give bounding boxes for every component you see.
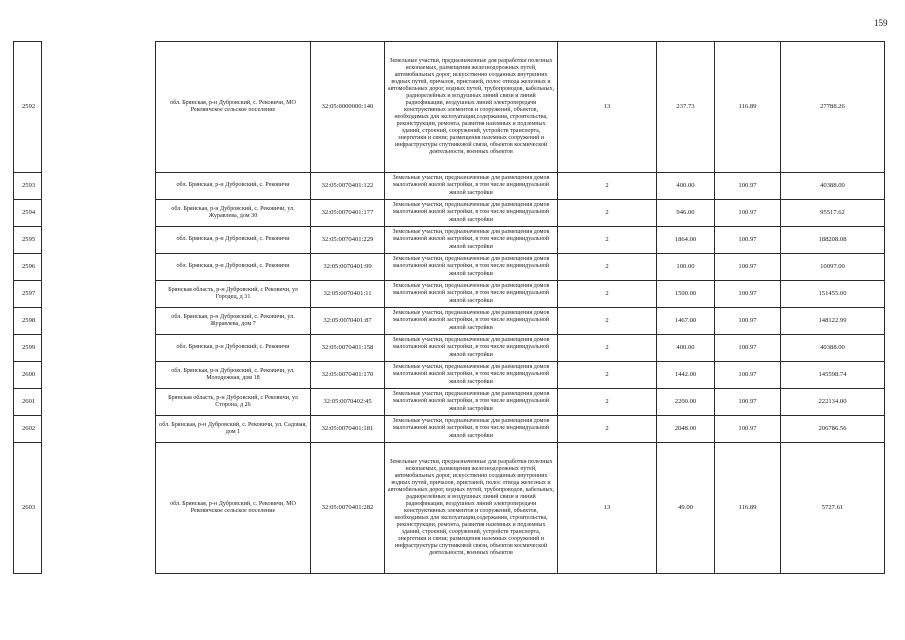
permitted-use-cell: Земельные участки, предназначенные для размещения домов малоэтажной жилой застройки, в том числе индивидуальной жилой застройки: [385, 335, 558, 362]
table-row: [14, 173, 885, 200]
address-cell: обл. Брянская, р-н Дубровский, с. Рековичи: [156, 173, 311, 200]
use-group-cell: 2: [558, 281, 657, 308]
cadastral-value-cell: 188208.08: [781, 227, 885, 254]
use-group-cell: 2: [558, 389, 657, 416]
row-number: 2594: [14, 200, 42, 227]
row-number: 2599: [14, 335, 42, 362]
row-spacer: [42, 362, 156, 389]
cadastral-value-cell: 10097.00: [781, 254, 885, 281]
area-cell: 400.00: [657, 335, 715, 362]
use-group-cell: 2: [558, 254, 657, 281]
row-number: 2596: [14, 254, 42, 281]
row-spacer: [42, 443, 156, 574]
specific-value-cell: 100.97: [715, 200, 781, 227]
use-group-cell: 2: [558, 335, 657, 362]
area-cell: 49.00: [657, 443, 715, 574]
cadastral-number-cell: 32:05:0070401:158: [311, 335, 385, 362]
use-group-cell: 2: [558, 227, 657, 254]
address-cell: обл. Брянская, р-н Дубровский, с. Рековичи, ул. Журавлева, дом 30: [156, 200, 311, 227]
specific-value-cell: 100.97: [715, 254, 781, 281]
specific-value-cell: 100.97: [715, 173, 781, 200]
area-cell: 1864.00: [657, 227, 715, 254]
row-spacer: [42, 227, 156, 254]
cadastral-number-cell: 32:05:0070401:87: [311, 308, 385, 335]
table-row: [14, 227, 885, 254]
cadastral-number-cell: 32:05:0070401:170: [311, 362, 385, 389]
specific-value-cell: 100.97: [715, 389, 781, 416]
address-cell: обл. Брянская, р-н Дубровский, с. Рековичи: [156, 254, 311, 281]
permitted-use-cell: Земельные участки, предназначенные для размещения домов малоэтажной жилой застройки, в том числе индивидуальной жилой застройки: [385, 200, 558, 227]
address-cell: Брянская область, р-н Дубровский, с Рековичи, ул Сторона, д 26: [156, 389, 311, 416]
permitted-use-cell: Земельные участки, предназначенные для размещения домов малоэтажной жилой застройки, в том числе индивидуальной жилой застройки: [385, 281, 558, 308]
cadastral-number-cell: 32:05:0070402:45: [311, 389, 385, 416]
cadastral-number-cell: 32:05:0000000:140: [311, 42, 385, 173]
address-cell: обл. Брянская, р-н Дубровский, с. Рековичи, ул. Журавлева, дом 7: [156, 308, 311, 335]
use-group-cell: 2: [558, 200, 657, 227]
row-spacer: [42, 42, 156, 173]
permitted-use-cell: Земельные участки, предназначенные для размещения домов малоэтажной жилой застройки, в том числе индивидуальной жилой застройки: [385, 362, 558, 389]
address-cell: обл. Брянская, р-н Дубровский, с. Рековичи: [156, 335, 311, 362]
specific-value-cell: 100.97: [715, 362, 781, 389]
cadastral-number-cell: 32:05:0070401:11: [311, 281, 385, 308]
cadastral-value-cell: 222134.00: [781, 389, 885, 416]
area-cell: 946.00: [657, 200, 715, 227]
cadastral-value-cell: 206786.56: [781, 416, 885, 443]
row-number: 2593: [14, 173, 42, 200]
cadastral-number-cell: 32:05:0070401:122: [311, 173, 385, 200]
table-row: [14, 281, 885, 308]
table-row: [14, 308, 885, 335]
cadastral-number-cell: 32:05:0070401:177: [311, 200, 385, 227]
cadastral-number-cell: 32:05:0070401:282: [311, 443, 385, 574]
table-row: [14, 443, 885, 574]
address-cell: Брянская область, р-н Дубровский, с Рековичи, ул Городец, д 31: [156, 281, 311, 308]
row-spacer: [42, 335, 156, 362]
area-cell: 2048.00: [657, 416, 715, 443]
row-spacer: [42, 173, 156, 200]
table-row: [14, 42, 885, 173]
row-spacer: [42, 416, 156, 443]
area-cell: 1467.00: [657, 308, 715, 335]
use-group-cell: 2: [558, 173, 657, 200]
use-group-cell: 13: [558, 42, 657, 173]
table-row: [14, 389, 885, 416]
area-cell: 1442.00: [657, 362, 715, 389]
row-number: 2601: [14, 389, 42, 416]
area-cell: 2200.00: [657, 389, 715, 416]
row-number: 2597: [14, 281, 42, 308]
row-spacer: [42, 200, 156, 227]
use-group-cell: 2: [558, 362, 657, 389]
use-group-cell: 13: [558, 443, 657, 574]
permitted-use-cell: Земельные участки, предназначенные для размещения домов малоэтажной жилой застройки, в том числе индивидуальной жилой застройки: [385, 416, 558, 443]
row-number: 2600: [14, 362, 42, 389]
permitted-use-cell: Земельные участки, предназначенные для размещения домов малоэтажной жилой застройки, в том числе индивидуальной жилой застройки: [385, 227, 558, 254]
cadastral-value-cell: 148122.99: [781, 308, 885, 335]
cadastral-value-cell: 40388.00: [781, 335, 885, 362]
specific-value-cell: 100.97: [715, 416, 781, 443]
row-spacer: [42, 281, 156, 308]
address-cell: обл. Брянская, р-н Дубровский, с. Рековичи: [156, 227, 311, 254]
table-row: [14, 254, 885, 281]
cadastral-number-cell: 32:05:0070401:99: [311, 254, 385, 281]
land-parcel-table: [13, 41, 885, 574]
permitted-use-cell: Земельные участки, предназначенные для разработки полезных ископаемых, размещения железнодорожных путей, автомобильных дорог, искусственно созданных внутренних водных путей, причалов, пристаней, полос отвода железных и автомобильных дорог, водных путей, трубопроводов, кабельных, радиорелейных и воздушных линий связи и линий радиофикации, воздушных линий электропередачи конструктивных элементов и сооружений, объектов, необходимых для эксплуатации,содержания, строительства, реконструкции, ремонта, развития наземных и подземных зданий, строений, сооружений, устройств транспорта, энергетики и связи; размещения наземных сооружений и инфраструктуры спутниковой связи, объектов космической деятельности, военных объектов: [385, 443, 558, 574]
table-row: [14, 335, 885, 362]
row-number: 2602: [14, 416, 42, 443]
area-cell: 100.00: [657, 254, 715, 281]
cadastral-value-cell: 95517.62: [781, 200, 885, 227]
permitted-use-cell: Земельные участки, предназначенные для размещения домов малоэтажной жилой застройки, в том числе индивидуальной жилой застройки: [385, 254, 558, 281]
cadastral-value-cell: 145598.74: [781, 362, 885, 389]
row-number: 2595: [14, 227, 42, 254]
table-row: [14, 362, 885, 389]
row-spacer: [42, 254, 156, 281]
permitted-use-cell: Земельные участки, предназначенные для размещения домов малоэтажной жилой застройки, в том числе индивидуальной жилой застройки: [385, 173, 558, 200]
permitted-use-cell: Земельные участки, предназначенные для размещения домов малоэтажной жилой застройки, в том числе индивидуальной жилой застройки: [385, 308, 558, 335]
specific-value-cell: 116.89: [715, 443, 781, 574]
specific-value-cell: 100.97: [715, 308, 781, 335]
cadastral-value-cell: 5727.61: [781, 443, 885, 574]
cadastral-value-cell: 27788.26: [781, 42, 885, 173]
cadastral-number-cell: 32:05:0070401:229: [311, 227, 385, 254]
use-group-cell: 2: [558, 308, 657, 335]
permitted-use-cell: Земельные участки, предназначенные для разработки полезных ископаемых, размещения железнодорожных путей, автомобильных дорог, искусственно созданных внутренних водных путей, причалов, пристаней, полос отвода железных и автомобильных дорог, водных путей, трубопроводов, кабельных, радиорелейных и воздушных линий связи и линий радиофикации, воздушных линий электропередачи конструктивных элементов и сооружений, объектов, необходимых для эксплуатации,содержания, строительства, реконструкции, ремонта, развития наземных и подземных зданий, строений, сооружений, устройств транспорта, энергетики и связи; размещения наземных сооружений и инфраструктуры спутниковой связи, объектов космической деятельности, военных объектов: [385, 42, 558, 173]
area-cell: 237.73: [657, 42, 715, 173]
row-number: 2592: [14, 42, 42, 173]
specific-value-cell: 100.97: [715, 281, 781, 308]
address-cell: обл. Брянская, р-н Дубровский, с. Рековичи, МО Рековичское сельское поселение: [156, 42, 311, 173]
cadastral-value-cell: 40388.00: [781, 173, 885, 200]
address-cell: обл. Брянская, р-н Дубровский, с. Рековичи, ул. Садовая, дом 1: [156, 416, 311, 443]
row-number: 2603: [14, 443, 42, 574]
use-group-cell: 2: [558, 416, 657, 443]
table-body: [14, 42, 885, 574]
row-spacer: [42, 389, 156, 416]
cadastral-value-cell: 151455.00: [781, 281, 885, 308]
cadastral-number-cell: 32:05:0070401:181: [311, 416, 385, 443]
address-cell: обл. Брянская, р-н Дубровский, с. Рековичи, ул. Молодежная, дом 18: [156, 362, 311, 389]
address-cell: обл. Брянская, р-н Дубровский, с. Рековичи, МО Рековичское сельское поселение: [156, 443, 311, 574]
table-row: [14, 200, 885, 227]
specific-value-cell: 116.89: [715, 42, 781, 173]
row-number: 2598: [14, 308, 42, 335]
specific-value-cell: 100.97: [715, 335, 781, 362]
page-number: 159: [874, 18, 888, 28]
table-row: [14, 416, 885, 443]
permitted-use-cell: Земельные участки, предназначенные для размещения домов малоэтажной жилой застройки, в том числе индивидуальной жилой застройки: [385, 389, 558, 416]
area-cell: 400.00: [657, 173, 715, 200]
area-cell: 1500.00: [657, 281, 715, 308]
specific-value-cell: 100.97: [715, 227, 781, 254]
row-spacer: [42, 308, 156, 335]
